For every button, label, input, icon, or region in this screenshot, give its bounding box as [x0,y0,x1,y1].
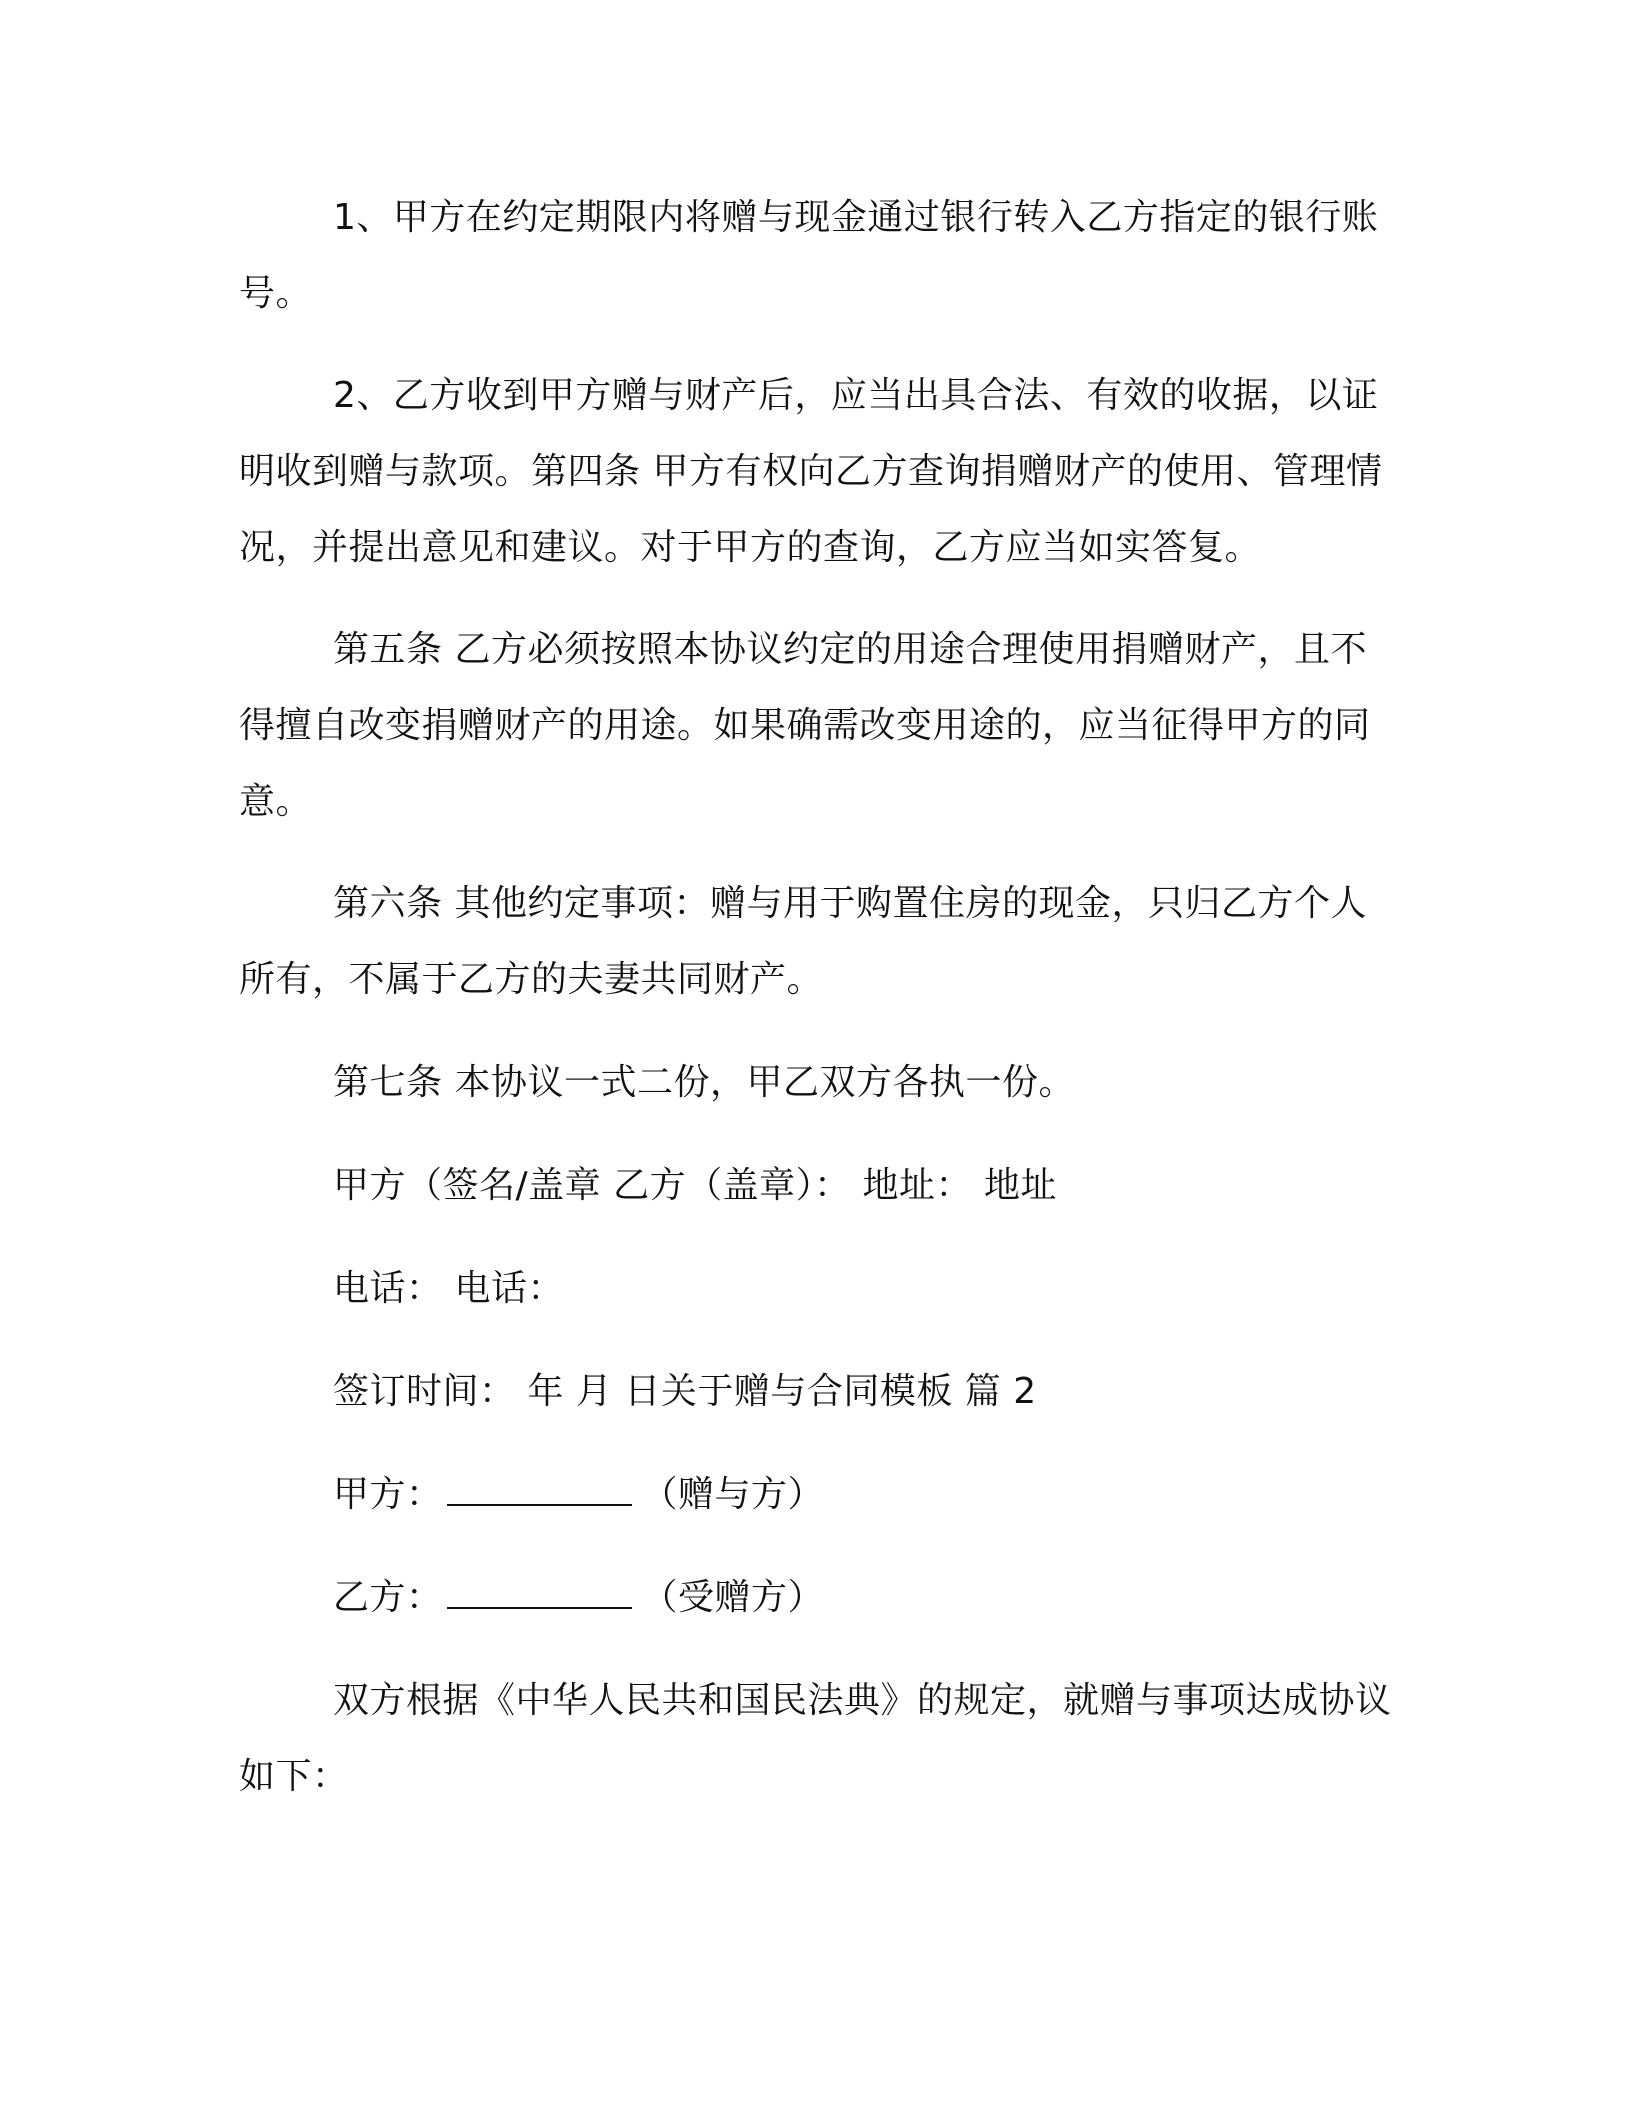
paragraph-clause-1: 1、甲方在约定期限内将赠与现金通过银行转入乙方指定的银行账号。 [239,197,1379,314]
paragraph-agreement-intro: 双方根据《中华人民共和国民法典》的规定，就赠与事项达成协议如下： [239,1680,1392,1797]
paragraph-party-b [239,1560,1399,1636]
paragraph-sign-date: 签订时间： 年 月 日关于赠与合同模板 篇 2 [333,1371,1037,1412]
paragraph-phone: 电话： 电话： [333,1268,564,1309]
party-b-role: （受赠方） [641,1577,825,1618]
paragraph-clause-6: 第六条 其他约定事项：赠与用于购置住房的现金，只归乙方个人所有，不属于乙方的夫妻共同财产。 [239,883,1367,1000]
party-a-role: （赠与方） [641,1474,825,1515]
paragraph-clause-7: 第七条 本协议一式二份，甲乙双方各执一份。 [333,1062,1075,1103]
party-a-blank-line [447,1468,632,1506]
document-body [239,180,1399,1815]
paragraph-signature-address: 甲方（签名/盖章 乙方（盖章）： 地址： 地址 [333,1165,1057,1206]
party-b-blank-line [447,1571,632,1609]
party-b-label: 乙方： [333,1577,443,1618]
paragraph-party-a [239,1457,1399,1533]
paragraph-clause-2-and-4: 2、乙方收到甲方赠与财产后，应当出具合法、有效的收据，以证明收到赠与款项。第四条 甲方有权向乙方查询捐赠财产的使用、管理情况，并提出意见和建议。对于甲方的查询，乙方应当如实答复。 [239,375,1383,568]
party-a-label: 甲方： [333,1474,443,1515]
paragraph-clause-5: 第五条 乙方必须按照本协议约定的用途合理使用捐赠财产，且不得擅自改变捐赠财产的用途。如果确需改变用途的，应当征得甲方的同意。 [239,629,1371,822]
